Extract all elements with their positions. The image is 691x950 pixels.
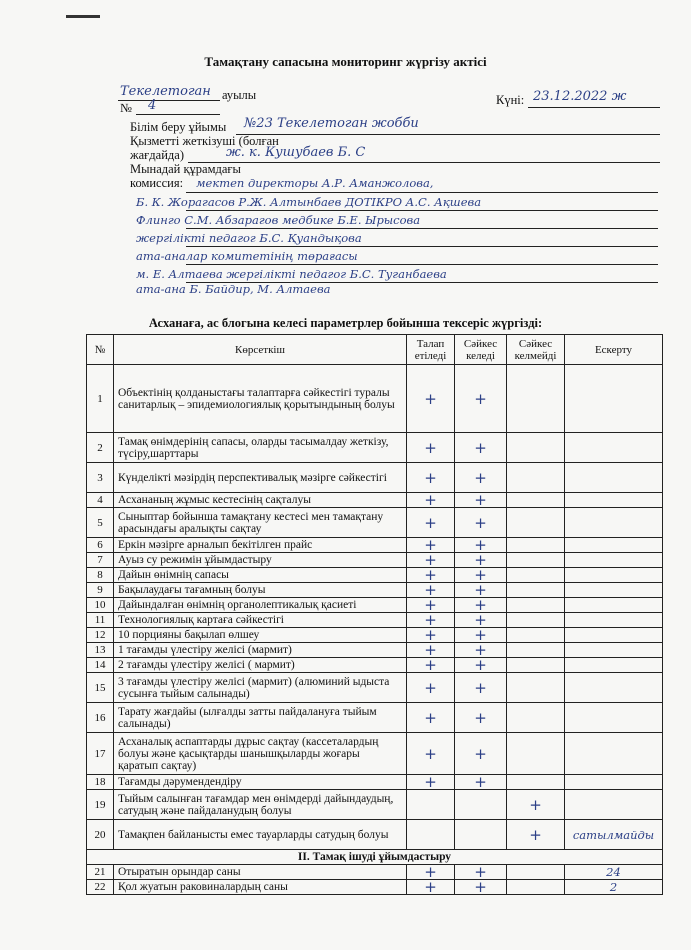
row-num: 7: [87, 553, 114, 568]
commission-underline-1: [186, 192, 658, 193]
supplier-label-line2: жағдайда): [130, 148, 184, 162]
row-note: [565, 733, 663, 775]
table-row: [87, 365, 663, 433]
row-indicator: Қол жуатын раковиналардың саны: [114, 880, 407, 895]
commission-member-line: мектеп директоры А.Р. Аманжолова,: [196, 176, 434, 190]
row-num: 4: [87, 493, 114, 508]
row-compliant-mark: +: [455, 568, 507, 583]
commission-member-line: Флинго С.М. Абзарагов медбике Б.Е. Ырысова: [136, 213, 421, 227]
table-row: [87, 613, 663, 628]
row-compliant-mark: +: [455, 673, 507, 703]
row-compliant-mark: +: [455, 703, 507, 733]
col-header-required: Талап етіледі: [407, 335, 455, 365]
school-value: №23 Текелетоган жобби: [244, 116, 419, 131]
row-required-mark: [407, 790, 455, 820]
col-header-num: №: [87, 335, 114, 365]
row-noncompliant-mark: [507, 775, 565, 790]
row-indicator: 1 тағамды үлестіру желісі (мармит): [114, 643, 407, 658]
row-num: 3: [87, 463, 114, 493]
row-noncompliant-mark: [507, 673, 565, 703]
commission-member-line: Б. К. Жорагасов Р.Ж. Алтынбаев ДОТІКРО А.С. Ақшева: [136, 195, 482, 209]
village-value: Текелетоган: [120, 84, 211, 99]
section2-header-row: [87, 850, 663, 865]
row-noncompliant-mark: +: [507, 820, 565, 850]
row-compliant-mark: [455, 820, 507, 850]
row-required-mark: +: [407, 553, 455, 568]
inspection-table: [86, 334, 663, 895]
row-note: [565, 643, 663, 658]
commission-member-line: жергілікті педагог Б.С. Қуандықова: [136, 231, 362, 245]
row-compliant-mark: +: [455, 775, 507, 790]
table-row: [87, 508, 663, 538]
row-note: [565, 463, 663, 493]
row-required-mark: +: [407, 673, 455, 703]
row-indicator: Объектінің қолданыстағы талаптарға сәйкестігі туралы санитарлық – эпидемиологиялық қорытындының болуы: [114, 365, 407, 433]
row-note: [565, 775, 663, 790]
row-noncompliant-mark: [507, 538, 565, 553]
table-row: [87, 538, 663, 553]
section2-title: ІІ. Тамақ ішуді ұйымдастыру: [87, 850, 663, 865]
row-num: 13: [87, 643, 114, 658]
row-num: 12: [87, 628, 114, 643]
row-note: [565, 508, 663, 538]
row-compliant-mark: [455, 790, 507, 820]
table-row: [87, 673, 663, 703]
village-label: ауылы: [222, 88, 257, 102]
row-required-mark: +: [407, 643, 455, 658]
table-row: [87, 790, 663, 820]
row-required-mark: +: [407, 568, 455, 583]
row-indicator: Асханалық аспаптарды дұрыс сақтау (кассеталардың болуы және қасықтарды шанышқыларды жоғары қаратып сақтау): [114, 733, 407, 775]
number-label: №: [120, 101, 132, 115]
row-compliant-mark: +: [455, 880, 507, 895]
table-row: [87, 658, 663, 673]
row-num: 21: [87, 865, 114, 880]
col-header-indicator: Көрсеткіш: [114, 335, 407, 365]
row-noncompliant-mark: [507, 433, 565, 463]
row-note: [565, 553, 663, 568]
commission-underline-3: [186, 228, 658, 229]
row-required-mark: +: [407, 628, 455, 643]
row-note: [565, 658, 663, 673]
row-indicator: 2 тағамды үлестіру желісі ( мармит): [114, 658, 407, 673]
table-row: [87, 643, 663, 658]
col-header-note: Ескерту: [565, 335, 663, 365]
table-row: [87, 568, 663, 583]
row-indicator: Тағамды дәрумендендіру: [114, 775, 407, 790]
row-compliant-mark: +: [455, 628, 507, 643]
row-note: 24: [565, 865, 663, 880]
row-compliant-mark: +: [455, 613, 507, 628]
commission-underline-4: [186, 246, 658, 247]
commission-member-line: ата-аналар комитетінің төрағасы: [136, 249, 358, 263]
row-indicator: Күнделікті мәзірдің перспективалық мәзірге сәйкестігі: [114, 463, 407, 493]
row-compliant-mark: +: [455, 598, 507, 613]
row-noncompliant-mark: [507, 463, 565, 493]
row-num: 19: [87, 790, 114, 820]
row-num: 15: [87, 673, 114, 703]
table-row: [87, 493, 663, 508]
row-note: [565, 433, 663, 463]
row-noncompliant-mark: [507, 628, 565, 643]
row-noncompliant-mark: [507, 553, 565, 568]
col-header-noncompliant: Сәйкес келмейді: [507, 335, 565, 365]
row-noncompliant-mark: [507, 493, 565, 508]
row-note: [565, 703, 663, 733]
row-noncompliant-mark: [507, 583, 565, 598]
table-header-row: [87, 335, 663, 365]
commission-label-line2: комиссия:: [130, 176, 184, 190]
table-row: [87, 703, 663, 733]
row-compliant-mark: +: [455, 433, 507, 463]
table-row: [87, 628, 663, 643]
table-row: [87, 880, 663, 895]
row-note: [565, 628, 663, 643]
row-note: [565, 538, 663, 553]
row-noncompliant-mark: +: [507, 790, 565, 820]
row-note: [565, 493, 663, 508]
row-noncompliant-mark: [507, 733, 565, 775]
commission-underline-5: [186, 264, 658, 265]
row-noncompliant-mark: [507, 658, 565, 673]
table-row: [87, 463, 663, 493]
row-required-mark: +: [407, 433, 455, 463]
supplier-value: ж. к. Кушубаев Б. С: [226, 145, 366, 160]
row-required-mark: +: [407, 658, 455, 673]
row-required-mark: [407, 820, 455, 850]
row-note: [565, 613, 663, 628]
row-required-mark: +: [407, 583, 455, 598]
row-compliant-mark: +: [455, 463, 507, 493]
row-num: 16: [87, 703, 114, 733]
table-row: [87, 598, 663, 613]
date-underline: [528, 107, 660, 108]
row-note: 2: [565, 880, 663, 895]
number-underline: [136, 114, 220, 115]
row-indicator: Тыйым салынған тағамдар мен өнімдерді дайындаудың, сатудың және пайдаланудың болуы: [114, 790, 407, 820]
row-indicator: Бақылаудағы тағамның болуы: [114, 583, 407, 598]
row-indicator: Асхананың жұмыс кестесінің сақталуы: [114, 493, 407, 508]
table-row: [87, 865, 663, 880]
row-compliant-mark: +: [455, 493, 507, 508]
row-indicator: 10 порцияны бақылап өлшеу: [114, 628, 407, 643]
row-noncompliant-mark: [507, 613, 565, 628]
row-required-mark: +: [407, 613, 455, 628]
document-title: Тамақтану сапасына мониторинг жүргізу актісі: [204, 54, 487, 69]
number-value: 4: [148, 98, 157, 113]
row-required-mark: +: [407, 508, 455, 538]
table-row: [87, 553, 663, 568]
row-indicator: Тамақпен байланысты емес тауарларды сатудың болуы: [114, 820, 407, 850]
row-indicator: Дайын өнімнің сапасы: [114, 568, 407, 583]
row-num: 1: [87, 365, 114, 433]
row-required-mark: +: [407, 775, 455, 790]
row-num: 22: [87, 880, 114, 895]
row-required-mark: +: [407, 703, 455, 733]
table-row: [87, 583, 663, 598]
row-compliant-mark: +: [455, 365, 507, 433]
supplier-label-line1: Қызметті жеткізуші (болған: [130, 134, 279, 148]
date-value: 23.12.2022 ж: [533, 89, 627, 104]
row-compliant-mark: +: [455, 733, 507, 775]
row-noncompliant-mark: [507, 703, 565, 733]
row-note: [565, 673, 663, 703]
row-num: 5: [87, 508, 114, 538]
table-row: [87, 733, 663, 775]
row-noncompliant-mark: [507, 643, 565, 658]
row-indicator: Дайындалған өнімнің органолептикалық қасиеті: [114, 598, 407, 613]
row-indicator: Технологиялық картаға сәйкестігі: [114, 613, 407, 628]
row-compliant-mark: +: [455, 538, 507, 553]
row-compliant-mark: +: [455, 643, 507, 658]
row-indicator: Тамақ өнімдерінің сапасы, оларды тасымалдау жеткізу, түсіру,шарттары: [114, 433, 407, 463]
row-compliant-mark: +: [455, 583, 507, 598]
row-note: [565, 583, 663, 598]
village-underline: [118, 100, 220, 101]
row-indicator: Тарату жағдайы (ылғалды затты пайдалануға тыйым салынады): [114, 703, 407, 733]
row-required-mark: +: [407, 365, 455, 433]
row-required-mark: +: [407, 733, 455, 775]
row-num: 8: [87, 568, 114, 583]
row-noncompliant-mark: [507, 568, 565, 583]
commission-label-line1: Мынадай құрамдағы: [130, 162, 241, 176]
row-required-mark: +: [407, 880, 455, 895]
row-note: [565, 568, 663, 583]
row-noncompliant-mark: [507, 508, 565, 538]
row-note: [565, 598, 663, 613]
row-num: 2: [87, 433, 114, 463]
commission-member-line: м. Е. Алтаева жергілікті педагог Б.С. Туганбаева: [136, 267, 447, 281]
table-row: [87, 775, 663, 790]
row-compliant-mark: +: [455, 508, 507, 538]
row-required-mark: +: [407, 538, 455, 553]
school-label: Білім беру ұйымы: [130, 120, 227, 134]
row-num: 18: [87, 775, 114, 790]
row-note: [565, 365, 663, 433]
row-compliant-mark: +: [455, 553, 507, 568]
row-required-mark: +: [407, 463, 455, 493]
row-num: 6: [87, 538, 114, 553]
commission-underline-2: [186, 210, 658, 211]
row-num: 14: [87, 658, 114, 673]
row-noncompliant-mark: [507, 880, 565, 895]
col-header-compliant: Сәйкес келеді: [455, 335, 507, 365]
row-indicator: Отыратын орындар саны: [114, 865, 407, 880]
row-note: [565, 790, 663, 820]
row-noncompliant-mark: [507, 598, 565, 613]
table-row: [87, 820, 663, 850]
row-noncompliant-mark: [507, 365, 565, 433]
row-note: сатылмайды: [565, 820, 663, 850]
row-required-mark: +: [407, 865, 455, 880]
section1-title: Асханаға, ас блогына келесі параметрлер бойынша тексеріс жүргізді:: [148, 316, 543, 330]
row-num: 11: [87, 613, 114, 628]
row-indicator: Еркін мәзірге арналып бекітілген прайс: [114, 538, 407, 553]
row-num: 20: [87, 820, 114, 850]
row-num: 9: [87, 583, 114, 598]
row-num: 17: [87, 733, 114, 775]
row-required-mark: +: [407, 598, 455, 613]
table-row: [87, 433, 663, 463]
row-num: 10: [87, 598, 114, 613]
row-compliant-mark: +: [455, 658, 507, 673]
supplier-underline: [188, 162, 660, 163]
date-label: Күні:: [496, 93, 525, 107]
row-indicator: Сыныптар бойынша тамақтану кестесі мен тамақтану арасындағы аралықты сақтау: [114, 508, 407, 538]
row-required-mark: +: [407, 493, 455, 508]
row-indicator: 3 тағамды үлестіру желісі (мармит) (алюминий ыдыста сусынға тыйым салынады): [114, 673, 407, 703]
row-noncompliant-mark: [507, 865, 565, 880]
row-indicator: Ауыз су режимін ұйымдастыру: [114, 553, 407, 568]
row-compliant-mark: +: [455, 865, 507, 880]
corner-dash-mark: [66, 15, 100, 18]
school-underline: [236, 134, 660, 135]
commission-member-line: ата-ана Б. Байдир, М. Алтаева: [136, 282, 331, 296]
